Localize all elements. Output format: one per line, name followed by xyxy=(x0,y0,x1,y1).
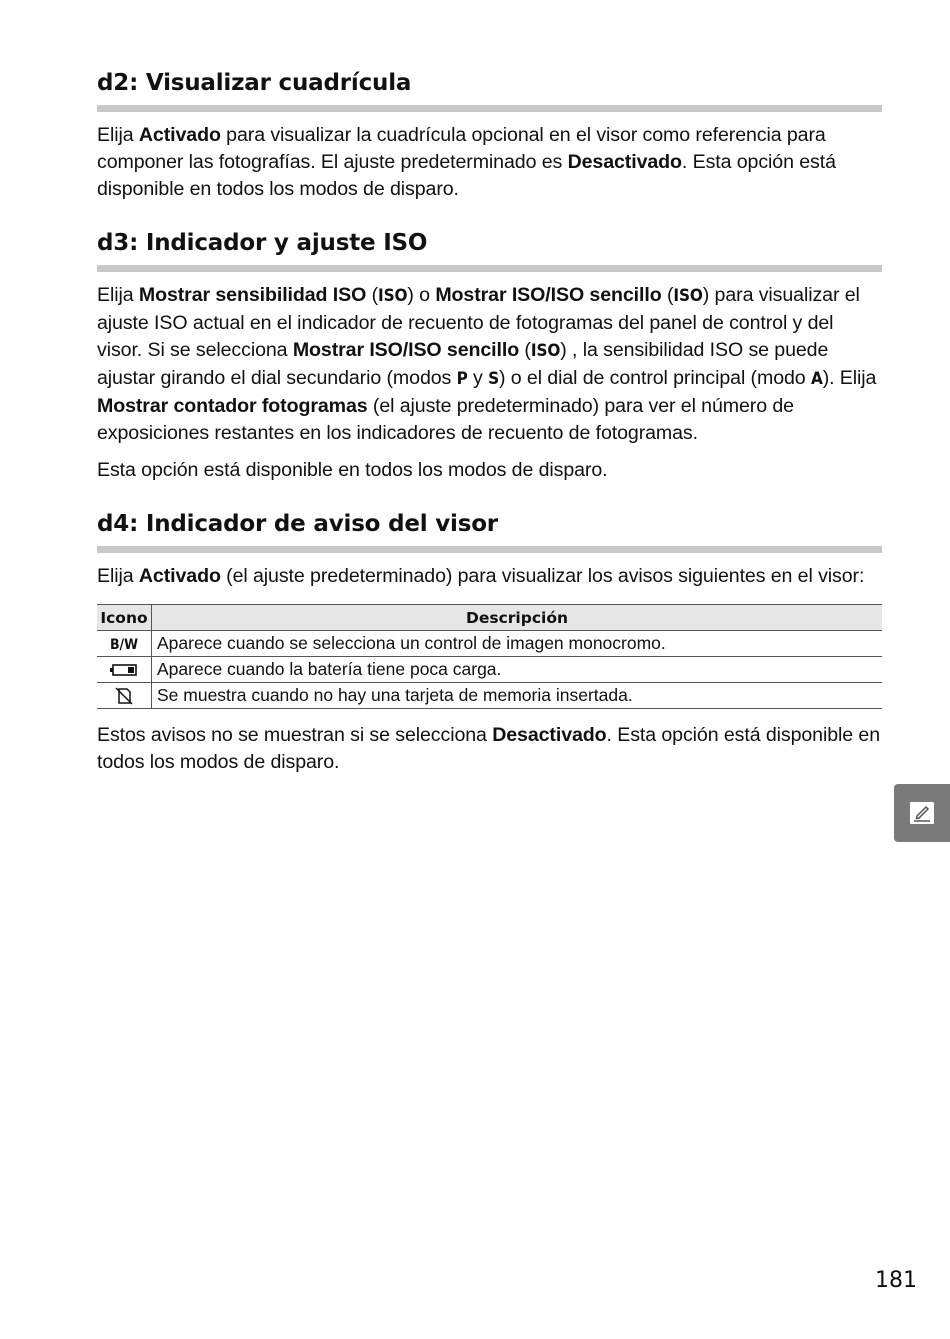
table-cell-description: Aparece cuando la batería tiene poca carga. xyxy=(152,657,883,683)
iso-easy-icon: ISO xyxy=(530,341,561,361)
custom-settings-pencil-icon xyxy=(907,798,937,828)
section-rule-d3 xyxy=(97,265,882,272)
column-header-description: Descripción xyxy=(152,605,883,631)
mode-a-glyph: A xyxy=(810,369,823,389)
mode-p-glyph: P xyxy=(456,369,468,389)
paragraph-d4: Elija Activado (el ajuste predeterminado) para visualizar los avisos siguientes en el visor: xyxy=(97,565,865,587)
column-header-icon: Icono xyxy=(97,605,152,631)
low-battery-icon xyxy=(110,664,138,676)
paragraph-d3: Elija Mostrar sensibilidad ISO (ISO) o Mostrar ISO/ISO sencillo (ISO) para visualizar el ajuste ISO actual en el indicador de recuento de fotogramas del panel de control y del visor. Si se selecciona Mostrar ISO/ISO sencillo (ISO) , la sensibilidad ISO se puede ajustar girando el dial secundario (modos P y S) o el dial de control principal (modo A). Elija Mostrar contador fotogramas (el ajuste predeterminado) para ver el número de exposiciones restantes en los indicadores de recuento de fotogramas. xyxy=(97,284,877,444)
section-title-d2: d2: Visualizar cuadrícula xyxy=(97,70,412,96)
paragraph-d2: Elija Activado para visualizar la cuadrícula opcional en el visor como referencia para componer las fotografías. El ajuste predeterminado es Desactivado. Esta opción está disponible en todos los modos de disparo. xyxy=(97,124,836,200)
table-cell-icon xyxy=(97,657,152,683)
page-number: 181 xyxy=(875,1268,917,1293)
iso-display-icon: ISO xyxy=(378,286,408,306)
warning-icons-table xyxy=(97,604,882,709)
bw-icon: B/W xyxy=(109,637,139,653)
table-row xyxy=(97,683,882,709)
mode-s-glyph: S xyxy=(488,369,499,389)
section-title-d3: d3: Indicador y ajuste ISO xyxy=(97,230,428,256)
paragraph-d3-note: Esta opción está disponible en todos los modos de disparo. xyxy=(97,459,608,481)
section-rule-d4 xyxy=(97,546,882,553)
table-row xyxy=(97,657,882,683)
table-cell-icon xyxy=(97,683,152,709)
section-title-d4: d4: Indicador de aviso del visor xyxy=(97,511,498,537)
table-header-row xyxy=(97,605,882,631)
table-cell-description: Aparece cuando se selecciona un control de imagen monocromo. xyxy=(152,631,883,657)
table-cell-description: Se muestra cuando no hay una tarjeta de memoria insertada. xyxy=(152,683,883,709)
iso-easy-icon: ISO xyxy=(673,286,703,306)
paragraph-d4-note: Estos avisos no se muestran si se selecciona Desactivado. Esta opción está disponible en todos los modos de disparo. xyxy=(97,724,881,773)
section-rule-d2 xyxy=(97,105,882,112)
no-memory-card-icon xyxy=(115,687,133,705)
table-row xyxy=(97,631,882,657)
table-cell-icon xyxy=(97,631,152,657)
chapter-tab xyxy=(894,784,950,842)
